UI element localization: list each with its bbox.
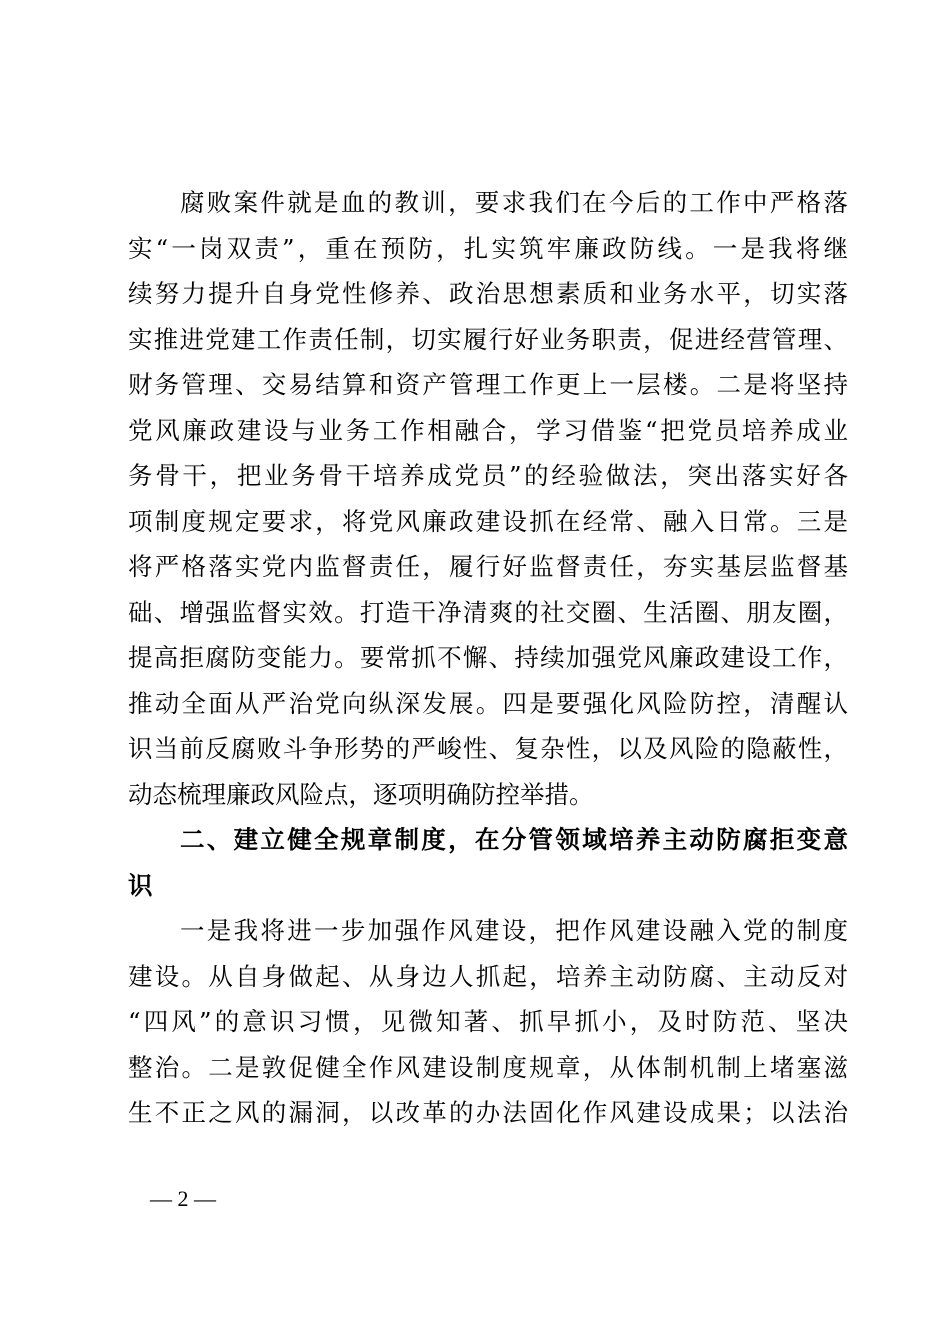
section-heading: 二、建立健全规章制度，在分管领域培养主动防腐拒变意 (180, 825, 848, 854)
paragraph-line: 识当前反腐败斗争形势的严峻性、复杂性，以及风险的隐蔽性， (128, 734, 848, 763)
paragraph-line: 础、增强监督实效。打造干净清爽的社交圈、生活圈、朋友圈， (128, 597, 848, 627)
paragraph-line: 生不正之风的漏洞，以改革的办法固化作风建设成果；以法治 (128, 1098, 848, 1127)
paragraph-line: 整治。二是敦促健全作风建设制度规章，从体制机制上堵塞滋 (128, 1052, 848, 1082)
paragraph-line: 腐败案件就是血的教训，要求我们在今后的工作中严格落 (180, 188, 848, 217)
paragraph-line: 实“一岗双责”，重在预防，扎实筑牢廉政防线。一是我将继 (128, 233, 848, 263)
paragraph-line: 推动全面从严治党向纵深发展。四是要强化风险防控，清醒认 (128, 688, 848, 718)
paragraph-line: 动态梳理廉政风险点，逐项明确防控举措。 (128, 779, 594, 809)
paragraph-line: “四风”的意识习惯，见微知著、抓早抓小，及时防范、坚决 (128, 1007, 848, 1036)
paragraph-line: 续努力提升自身党性修养、政治思想素质和业务水平，切实落 (128, 279, 848, 308)
section-heading-continued: 识 (128, 870, 153, 900)
paragraph-line: 提高拒腐防变能力。要常抓不懈、持续加强党风廉政建设工作， (128, 643, 848, 672)
paragraph-line: 将严格落实党内监督责任，履行好监督责任，夯实基层监督基 (128, 552, 848, 581)
paragraph-line: 务骨干，把业务骨干培养成党员”的经验做法，突出落实好各 (128, 461, 848, 490)
page-number: — 2 — (150, 1186, 216, 1211)
paragraph-line: 党风廉政建设与业务工作相融合，学习借鉴“把党员培养成业 (128, 415, 848, 445)
paragraph-line: 建设。从自身做起、从身边人抓起，培养主动防腐、主动反对 (128, 961, 848, 991)
paragraph-line: 实推进党建工作责任制，切实履行好业务职责，促进经营管理、 (128, 324, 848, 354)
paragraph-line: 财务管理、交易结算和资产管理工作更上一层楼。二是将坚持 (128, 370, 848, 399)
paragraph-line: 项制度规定要求，将党风廉政建设抓在经常、融入日常。三是 (128, 506, 848, 536)
paragraph-line: 一是我将进一步加强作风建设，把作风建设融入党的制度 (180, 916, 848, 945)
body-text (128, 180, 848, 1136)
